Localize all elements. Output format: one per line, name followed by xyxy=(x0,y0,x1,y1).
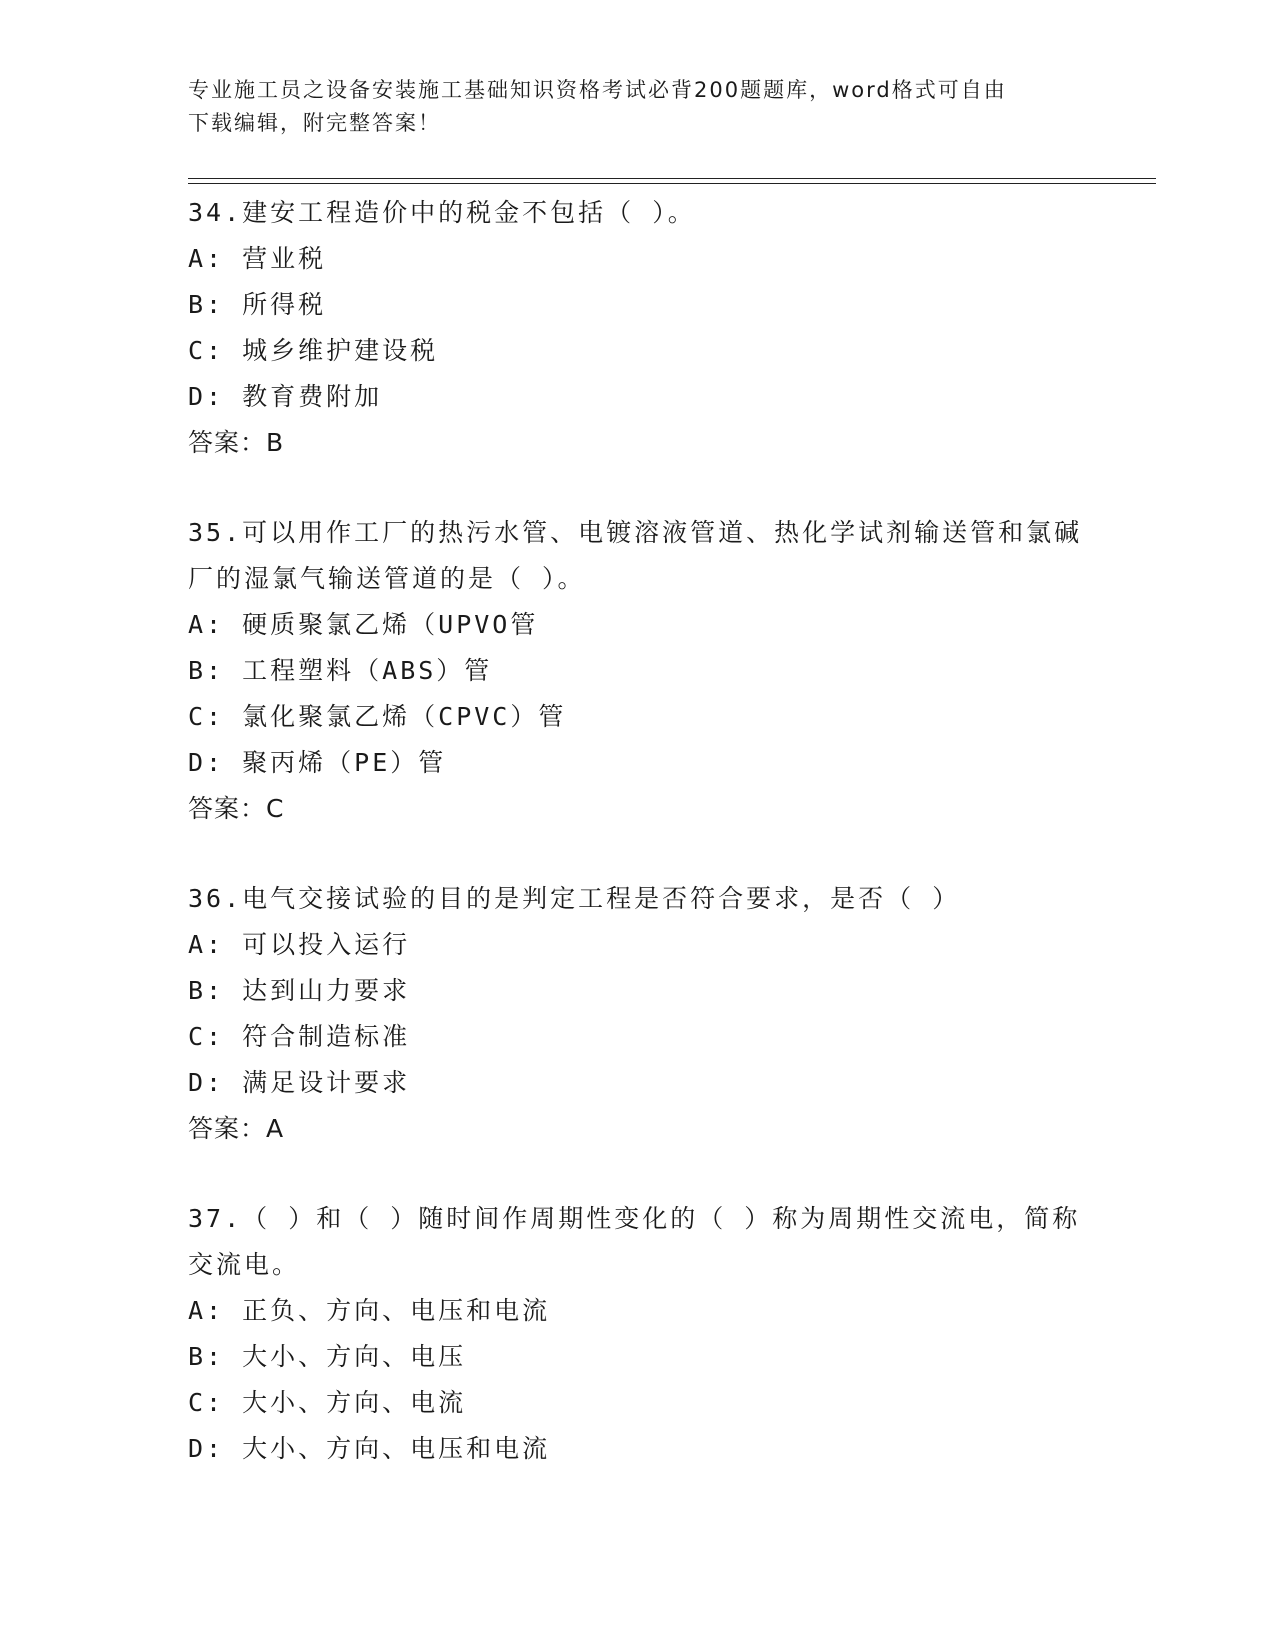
header-divider-top xyxy=(188,178,1156,179)
option-a: A: 正负、方向、电压和电流 xyxy=(188,1296,551,1325)
question-stem: 37.（ ）和（ ）随时间作周期性变化的（ ）称为周期性交流电，简称交流电。 xyxy=(188,1204,1081,1279)
option-d: D: 教育费附加 xyxy=(188,382,383,411)
question-stem: 36.电气交接试验的目的是判定工程是否符合要求，是否（ ） xyxy=(188,884,961,913)
question-stem: 34.建安工程造价中的税金不包括（ ）。 xyxy=(188,198,696,227)
option-a: A: 营业税 xyxy=(188,244,327,273)
option-c: C: 氯化聚氯乙烯（CPVC）管 xyxy=(188,702,567,731)
answer: 答案：B xyxy=(188,428,285,457)
option-b: B: 工程塑料（ABS）管 xyxy=(188,656,493,685)
option-d: D: 满足设计要求 xyxy=(188,1068,411,1097)
option-b: B: 所得税 xyxy=(188,290,327,319)
question-stem: 35.可以用作工厂的热污水管、电镀溶液管道、热化学试剂输送管和氯碱厂的湿氯气输送管道的是（ ）。 xyxy=(188,518,1083,593)
option-d: D: 聚丙烯（PE）管 xyxy=(188,748,447,777)
option-c: C: 大小、方向、电流 xyxy=(188,1388,467,1417)
option-c: C: 符合制造标准 xyxy=(188,1022,411,1051)
option-b: B: 达到山力要求 xyxy=(188,976,411,1005)
option-a: A: 硬质聚氯乙烯（UPVO管 xyxy=(188,610,539,639)
question-35 xyxy=(188,510,1088,832)
question-37 xyxy=(188,1196,1088,1472)
answer: 答案：C xyxy=(188,794,285,823)
option-c: C: 城乡维护建设税 xyxy=(188,336,439,365)
question-34 xyxy=(188,190,1088,466)
header-line-1: 专业施工员之设备安装施工基础知识资格考试必背200题题库，word格式可自由 xyxy=(188,78,1007,102)
header-divider-bottom xyxy=(188,183,1156,184)
question-list xyxy=(188,190,1088,1516)
option-b: B: 大小、方向、电压 xyxy=(188,1342,467,1371)
document-header xyxy=(188,74,1088,140)
answer: 答案：A xyxy=(188,1114,285,1143)
option-a: A: 可以投入运行 xyxy=(188,930,411,959)
header-line-2: 下载编辑，附完整答案！ xyxy=(188,111,441,135)
question-36 xyxy=(188,876,1088,1152)
option-d: D: 大小、方向、电压和电流 xyxy=(188,1434,551,1463)
